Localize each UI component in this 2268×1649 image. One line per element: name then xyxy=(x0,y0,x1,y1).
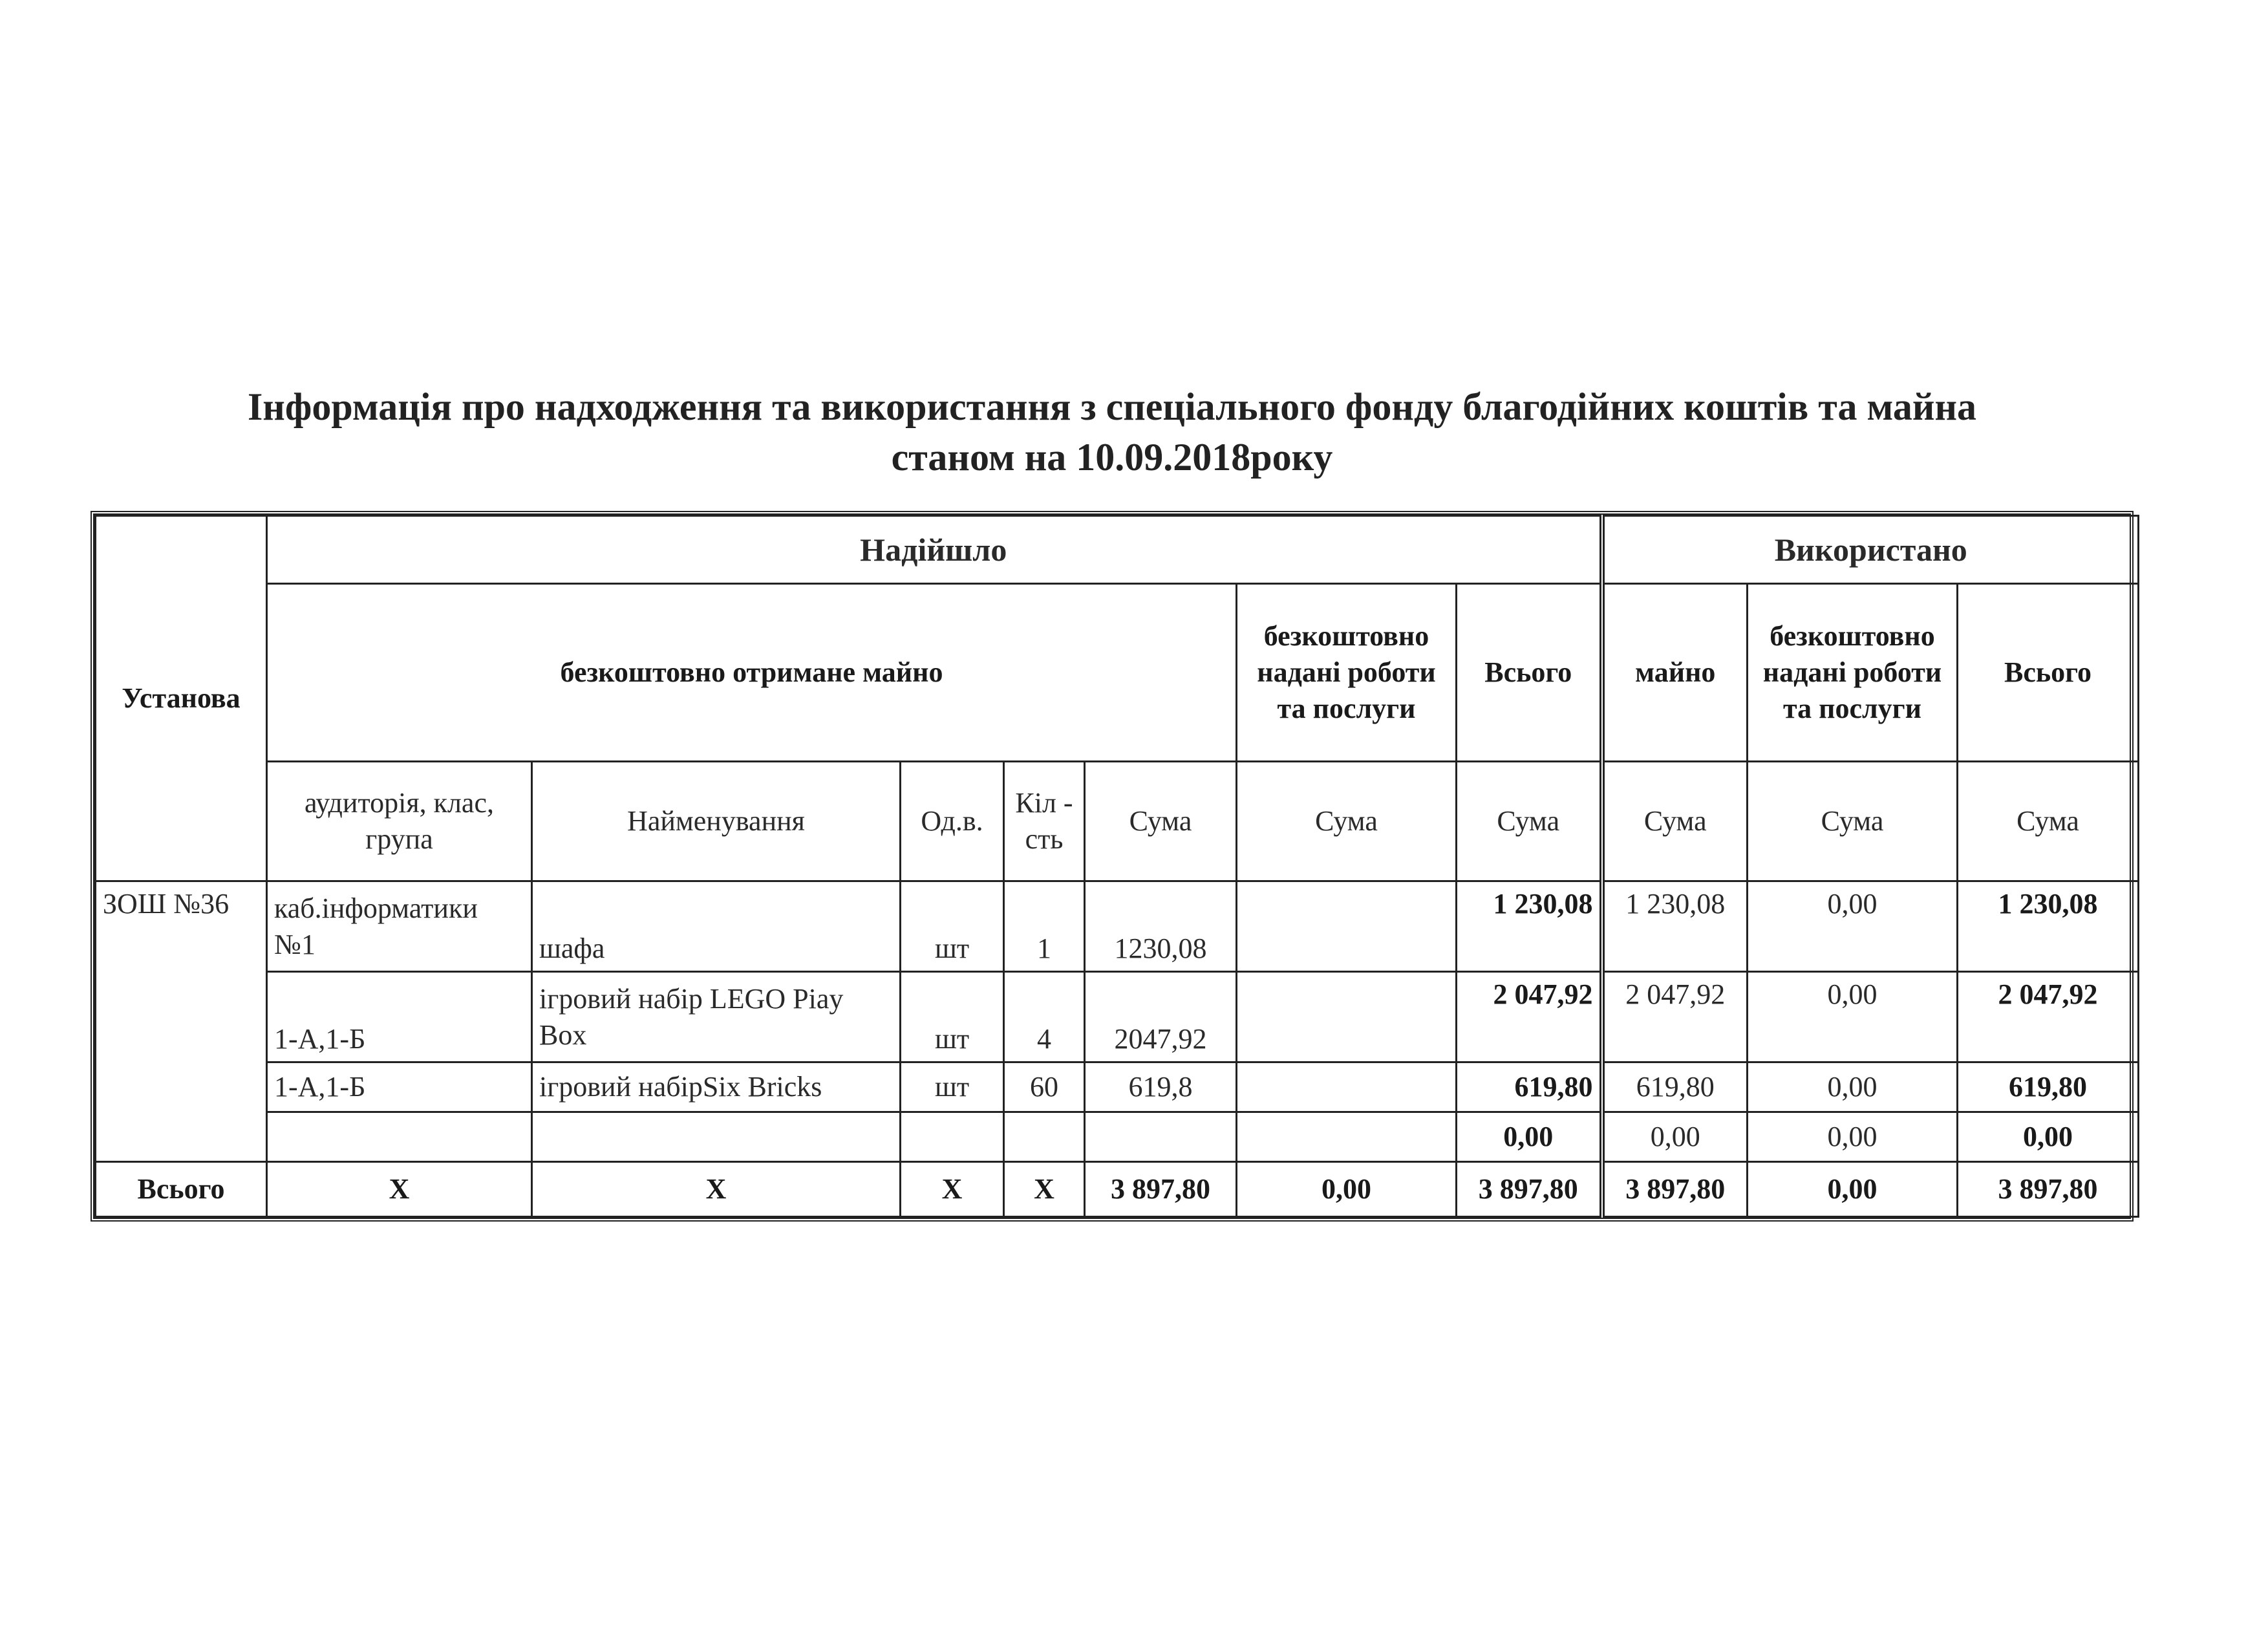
cell-total: 1 230,08 xyxy=(1457,881,1602,972)
header-used: Використано xyxy=(1602,516,2139,584)
table-row xyxy=(96,881,2139,972)
col-sum: Сума xyxy=(1085,762,1237,881)
header-property-used: майно xyxy=(1602,584,1748,762)
totals-used-services: 0,00 xyxy=(1748,1162,1958,1217)
col-name: Найменування xyxy=(532,762,901,881)
cell-used-property: 0,00 xyxy=(1602,1112,1748,1162)
header-free-property: безкоштовно отримане майно xyxy=(267,584,1237,762)
totals-sum: 3 897,80 xyxy=(1085,1162,1237,1217)
cell-name xyxy=(532,1112,901,1162)
cell-room: каб.інформатики №1 xyxy=(267,881,532,972)
cell-unit: шт xyxy=(901,1062,1004,1112)
col-sum-property-used: Сума xyxy=(1602,762,1748,881)
col-sum-total: Сума xyxy=(1457,762,1602,881)
report-table xyxy=(91,511,2134,1222)
cell-used-services: 0,00 xyxy=(1748,881,1958,972)
institution-name: ЗОШ №36 xyxy=(96,881,267,1162)
title-line-1: Інформація про надходження та використання з спеціального фонду благодійних коштів та майна xyxy=(247,385,1977,428)
cell-qty: 4 xyxy=(1004,972,1085,1062)
header-institution: Установа xyxy=(96,516,267,881)
cell-services xyxy=(1237,1112,1457,1162)
cell-room: 1-А,1-Б xyxy=(267,972,532,1062)
header-free-services: безкоштовно надані роботи та послуги xyxy=(1237,584,1457,762)
cell-total: 619,80 xyxy=(1457,1062,1602,1112)
totals-used-total: 3 897,80 xyxy=(1958,1162,2139,1217)
cell-used-services: 0,00 xyxy=(1748,972,1958,1062)
cell-services xyxy=(1237,1062,1457,1112)
title-line-2: станом на 10.09.2018року xyxy=(891,436,1333,479)
cell-used-total: 619,80 xyxy=(1958,1062,2139,1112)
col-sum-services: Сума xyxy=(1237,762,1457,881)
cell-name: шафа xyxy=(532,881,901,972)
totals-row xyxy=(96,1162,2139,1217)
header-total-used: Всього xyxy=(1958,584,2139,762)
cell-qty xyxy=(1004,1112,1085,1162)
cell-qty: 60 xyxy=(1004,1062,1085,1112)
cell-used-property: 1 230,08 xyxy=(1602,881,1748,972)
cell-used-property: 619,80 xyxy=(1602,1062,1748,1112)
header-received: Надійшло xyxy=(267,516,1602,584)
col-sum-total-used: Сума xyxy=(1958,762,2139,881)
totals-used-property: 3 897,80 xyxy=(1602,1162,1748,1217)
cell-unit xyxy=(901,1112,1004,1162)
cell-used-total: 0,00 xyxy=(1958,1112,2139,1162)
totals-name: Х xyxy=(532,1162,901,1217)
cell-total: 0,00 xyxy=(1457,1112,1602,1162)
header-free-services-used: безкоштовно надані роботи та послуги xyxy=(1748,584,1958,762)
totals-label: Всього xyxy=(96,1162,267,1217)
totals-services: 0,00 xyxy=(1237,1162,1457,1217)
col-sum-services-used: Сума xyxy=(1748,762,1958,881)
cell-services xyxy=(1237,881,1457,972)
cell-name: ігровий набір LEGO Piay Box xyxy=(532,972,901,1062)
cell-used-total: 2 047,92 xyxy=(1958,972,2139,1062)
cell-sum: 619,8 xyxy=(1085,1062,1237,1112)
totals-qty: Х xyxy=(1004,1162,1085,1217)
cell-room: 1-А,1-Б xyxy=(267,1062,532,1112)
cell-qty: 1 xyxy=(1004,881,1085,972)
cell-unit: шт xyxy=(901,881,1004,972)
cell-used-services: 0,00 xyxy=(1748,1062,1958,1112)
totals-unit: Х xyxy=(901,1162,1004,1217)
totals-room: Х xyxy=(267,1162,532,1217)
cell-sum: 1230,08 xyxy=(1085,881,1237,972)
cell-sum xyxy=(1085,1112,1237,1162)
cell-unit: шт xyxy=(901,972,1004,1062)
totals-total: 3 897,80 xyxy=(1457,1162,1602,1217)
cell-services xyxy=(1237,972,1457,1062)
col-room: аудиторія, клас, група xyxy=(267,762,532,881)
cell-total: 2 047,92 xyxy=(1457,972,1602,1062)
cell-used-property: 2 047,92 xyxy=(1602,972,1748,1062)
col-unit: Од.в. xyxy=(901,762,1004,881)
table-row xyxy=(96,972,2139,1062)
document-title xyxy=(97,382,2127,482)
cell-used-total: 1 230,08 xyxy=(1958,881,2139,972)
cell-used-services: 0,00 xyxy=(1748,1112,1958,1162)
cell-name: ігровий набірSix Bricks xyxy=(532,1062,901,1112)
cell-sum: 2047,92 xyxy=(1085,972,1237,1062)
table-row xyxy=(96,1112,2139,1162)
col-qty: Кіл - сть xyxy=(1004,762,1085,881)
table-row xyxy=(96,1062,2139,1112)
cell-room xyxy=(267,1112,532,1162)
header-total: Всього xyxy=(1457,584,1602,762)
